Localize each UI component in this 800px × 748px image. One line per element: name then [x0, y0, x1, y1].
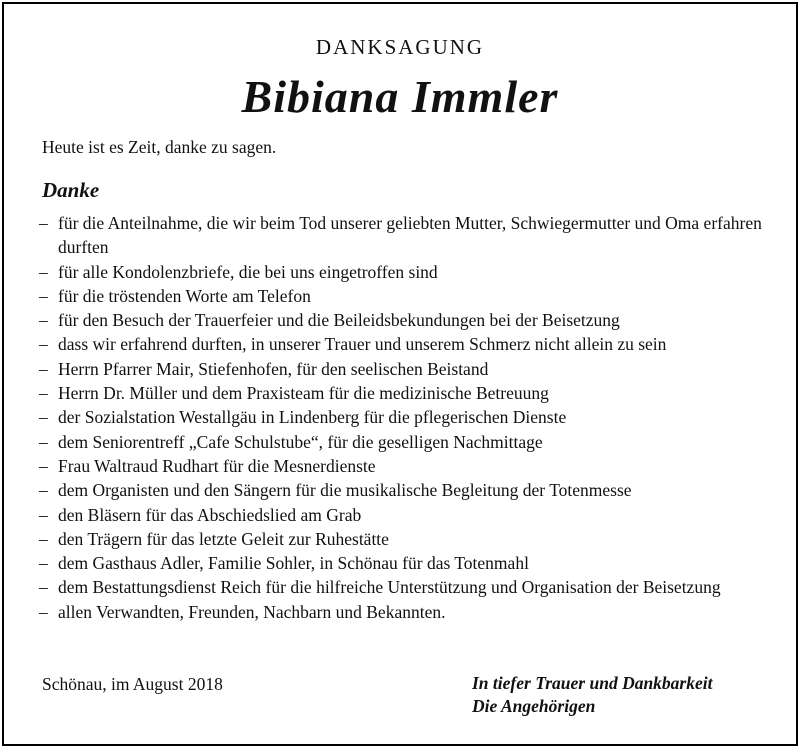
- list-item: [39, 332, 774, 356]
- list-item-text: für die tröstenden Worte am Telefon: [58, 285, 311, 306]
- list-item-text: dass wir erfahrend durften, in unserer Trauer und unserem Schmerz nicht allein zu sein: [58, 334, 667, 355]
- list-item-text: der Sozialstation Westallgäu in Lindenberg für die pflegerischen Dienste: [58, 407, 567, 428]
- list-item-text: den Bläsern für das Abschiedslied am Grab: [58, 504, 362, 525]
- list-item: [39, 284, 774, 308]
- list-dash: –: [39, 383, 48, 404]
- list-item-text: Herrn Dr. Müller und dem Praxisteam für die medizinische Betreuung: [58, 383, 549, 404]
- list-dash: –: [39, 455, 48, 476]
- list-item: [39, 430, 774, 454]
- list-item: [39, 381, 774, 405]
- list-dash: –: [39, 213, 48, 233]
- list-dash: –: [39, 310, 48, 331]
- list-item-text: dem Gasthaus Adler, Familie Sohler, in Schönau für das Totenmahl: [58, 553, 529, 574]
- place-date: Schönau, im August 2018: [42, 674, 223, 694]
- list-item-text: dem Bestattungsdienst Reich für die hilfreiche Unterstützung und Organisation der Beisetzung: [58, 577, 721, 598]
- list-item-text: den Trägern für das letzte Geleit zur Ruhestätte: [58, 528, 389, 549]
- list-item: [39, 575, 774, 599]
- list-dash: –: [39, 261, 48, 282]
- list-dash: –: [39, 407, 48, 428]
- list-dash: –: [39, 358, 48, 379]
- list-item: [39, 454, 774, 478]
- list-item-text: dem Organisten und den Sängern für die musikalische Begleitung der Totenmesse: [58, 480, 632, 501]
- list-item-text: dem Seniorentreff „Cafe Schulstube“, für die geselligen Nachmittage: [58, 431, 543, 452]
- list-dash: –: [39, 504, 48, 525]
- list-dash: –: [39, 431, 48, 452]
- list-item: [39, 527, 774, 551]
- intro-text: Heute ist es Zeit, danke zu sagen.: [42, 137, 277, 157]
- danke-title: Danke: [42, 178, 100, 202]
- list-dash: –: [39, 528, 48, 549]
- list-dash: –: [39, 480, 48, 501]
- notice-heading: DANKSAGUNG: [315, 35, 485, 59]
- list-dash: –: [39, 285, 48, 306]
- list-item-text: allen Verwandten, Freunden, Nachbarn und Bekannten.: [58, 601, 446, 622]
- list-item: [39, 357, 774, 381]
- list-item-text: für die Anteilnahme, die wir beim Tod unserer geliebten Mutter, Schwiegermutter und Oma erfahren durften: [58, 213, 762, 258]
- list-item: [39, 308, 774, 332]
- list-item-text: Herrn Pfarrer Mair, Stiefenhofen, für den seelischen Beistand: [58, 358, 489, 379]
- list-item: [39, 478, 774, 502]
- list-dash: –: [39, 601, 48, 622]
- deceased-name: Bibiana Immler: [241, 71, 559, 122]
- list-dash: –: [39, 334, 48, 355]
- list-item: [39, 405, 774, 429]
- list-item-text: für den Besuch der Trauerfeier und die Beileidsbekundungen bei der Beisetzung: [58, 310, 620, 331]
- signature-line-2: Die Angehörigen: [472, 696, 596, 716]
- thanks-list: [39, 211, 774, 624]
- list-item: [39, 211, 774, 260]
- obituary-notice: [2, 2, 798, 746]
- list-item: [39, 260, 774, 284]
- signature-block: [472, 672, 713, 718]
- signature-line-1: In tiefer Trauer und Dankbarkeit: [472, 673, 713, 693]
- list-item: [39, 600, 774, 624]
- list-item-text: für alle Kondolenzbriefe, die bei uns eingetroffen sind: [58, 261, 438, 282]
- list-dash: –: [39, 553, 48, 574]
- list-dash: –: [39, 577, 48, 598]
- list-item-text: Frau Waltraud Rudhart für die Mesnerdienste: [58, 455, 376, 476]
- list-item: [39, 551, 774, 575]
- list-item: [39, 503, 774, 527]
